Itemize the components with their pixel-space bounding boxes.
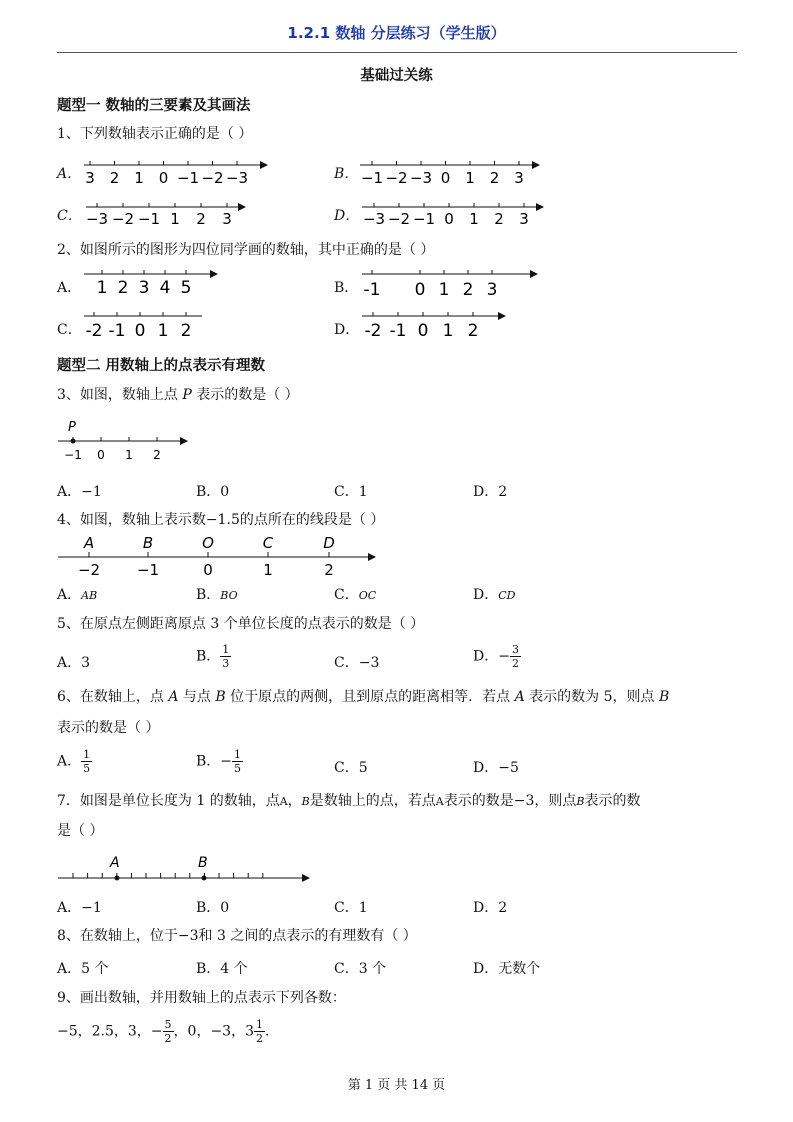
q7-option-d[interactable]: D．2	[473, 900, 508, 916]
page-header-title: 1.2.1 数轴 分层练习（学生版）	[287, 24, 506, 42]
q1-option-c-numberline-tick-label: 1	[170, 210, 180, 228]
q6-option-b[interactable]: B．− $\frac{1}{5}$	[196, 748, 242, 775]
q3-option-b[interactable]: B．0	[196, 484, 230, 500]
q5-option-a[interactable]: A．3	[57, 655, 91, 671]
q9-numbers: −5，2.5，3，− $\frac{5}{2}$ ，0，−3，3 $\frac{1}{2}$ ．	[57, 1018, 279, 1045]
q2-option-b-numberline-tick-label: 0	[414, 280, 426, 300]
q2-option-c-label[interactable]: C．	[57, 322, 82, 338]
q4-tick-label: 2	[324, 561, 334, 579]
q2-option-c-numberline-tick-label: -2	[85, 321, 103, 341]
q7-point-b-dot	[202, 876, 207, 881]
q7-point-a-dot	[115, 876, 120, 881]
q2-option-b-numberline-tick-label: 3	[486, 280, 498, 300]
q1-option-c-numberline-tick-label: −3	[85, 210, 109, 228]
q4-point-label: A	[83, 534, 95, 552]
q6-line2: 表示的数是（ ）	[57, 720, 160, 736]
q1-option-d-label[interactable]: D．	[334, 208, 360, 224]
q2-option-b-numberline-tick-label: 2	[462, 280, 474, 300]
q4-text: 4、如图，数轴上表示数−1.5的点所在的线段是（ ）	[57, 512, 385, 528]
q1-text: 1、下列数轴表示正确的是（ ）	[57, 126, 253, 142]
q1-option-a-numberline-tick-label: 0	[158, 169, 169, 187]
q4-tick-label: −2	[77, 561, 101, 579]
q1-option-b-numberline-tick-label: 0	[440, 169, 451, 187]
q2-option-d-numberline-tick-label: -2	[364, 321, 382, 341]
q4-tick-label: 0	[203, 561, 213, 579]
q4-point-label: B	[142, 534, 154, 552]
q1-option-b-numberline-tick-label: 2	[489, 169, 500, 187]
q1-option-c-numberline-tick-label: 3	[222, 210, 232, 228]
q1-option-d-numberline-tick-label: 3	[519, 210, 529, 228]
q1-option-d-numberline-tick-label: 0	[444, 210, 454, 228]
q2-option-b-label[interactable]: B．	[334, 280, 359, 296]
q2-option-c-numberline-tick-label: 2	[180, 321, 192, 341]
q1-option-d-numberline-tick-label: 2	[494, 210, 504, 228]
q6-line1: 6、在数轴上，点 A 与点 B 位于原点的两侧，且到原点的距离相等．若点 A 表示的数为 5，则点 B	[57, 689, 670, 705]
q1-option-c-numberline-tick-label: 2	[196, 210, 206, 228]
q7-point-b-label: B	[198, 855, 208, 871]
q2-option-d-numberline-tick-label: -1	[389, 321, 407, 341]
q1-option-b-numberline-tick-label: 1	[465, 169, 475, 187]
q7-line2: 是（ ）	[57, 823, 104, 839]
q4-option-b[interactable]: B．BO	[196, 587, 238, 603]
q1-option-a-numberline-tick-label: 2	[109, 169, 120, 187]
q1-option-a-numberline-tick-label: −1	[176, 169, 200, 187]
section-title: 基础过关练	[360, 68, 433, 84]
q6-option-c[interactable]: C．5	[334, 760, 368, 776]
q1-option-d-numberline-tick-label: −2	[387, 210, 411, 228]
q2-option-d-numberline-tick-label: 1	[442, 321, 454, 341]
q7-point-a-label: A	[110, 855, 120, 871]
q1-option-b-numberline-tick-label: −1	[360, 169, 384, 187]
q1-option-c-label[interactable]: C．	[57, 208, 82, 224]
q3-numberline-tick-label: −1	[64, 448, 82, 462]
q8-option-a[interactable]: A．5 个	[57, 961, 109, 977]
q9-text: 9、画出数轴，并用数轴上的点表示下列各数：	[57, 990, 346, 1006]
q7-option-b[interactable]: B．0	[196, 900, 230, 916]
q1-option-b-numberline-tick-label: 3	[514, 169, 524, 187]
q1-option-a-numberline-tick-label: 1	[134, 169, 144, 187]
q8-option-c[interactable]: C．3 个	[334, 961, 387, 977]
q1-option-a-numberline-tick-label: −2	[201, 169, 224, 187]
q2-text: 2、如图所示的图形为四位同学画的数轴，其中正确的是（ ）	[57, 242, 435, 258]
q2-option-a-numberline-tick-label: 2	[117, 278, 129, 298]
q4-option-a[interactable]: A．AB	[57, 587, 98, 603]
q2-option-b-numberline-tick-label: 1	[438, 280, 450, 300]
q4-point-label: C	[262, 534, 274, 552]
q1-option-b-numberline-tick-label: −3	[409, 169, 433, 187]
q3-numberline-tick-label: 0	[97, 448, 105, 462]
q1-option-b-numberline-tick-label: −2	[385, 169, 408, 187]
q2-option-a-label[interactable]: A．	[57, 280, 82, 296]
q2-option-d-numberline-tick-label: 0	[417, 321, 429, 341]
q1-option-d-numberline-tick-label: −3	[362, 210, 386, 228]
q8-option-d[interactable]: D．无数个	[473, 961, 541, 977]
q3-numberline-tick-label: 2	[153, 448, 161, 462]
q3-option-c[interactable]: C．1	[334, 484, 368, 500]
q8-text: 8、在数轴上，位于−3和 3 之间的点表示的有理数有（ ）	[57, 928, 417, 944]
q7-line1: 7．如图是单位长度为 1 的数轴，点A，B是数轴上的点，若点A表示的数是−3，则点B表示的数	[57, 793, 641, 809]
q2-option-a-numberline-tick-label: 3	[138, 278, 150, 298]
q1-option-d-numberline-tick-label: 1	[469, 210, 479, 228]
q1-option-a-numberline-tick-label: 3	[85, 169, 95, 187]
q3-point-p-label: P	[68, 420, 76, 435]
type2-heading: 题型二 用数轴上的点表示有理数	[57, 358, 266, 374]
page-footer: 第 1 页 共 14 页	[347, 1078, 446, 1093]
q4-option-c[interactable]: C．OC	[334, 587, 377, 603]
q6-option-d[interactable]: D．−5	[473, 760, 519, 776]
q4-point-label: D	[323, 534, 335, 552]
q5-option-b[interactable]: B． $\frac{1}{3}$	[196, 643, 230, 670]
q5-option-d[interactable]: D．− $\frac{3}{2}$	[473, 643, 519, 670]
q7-arrow	[302, 874, 310, 882]
q4-option-d[interactable]: D．CD	[473, 587, 516, 603]
q2-option-c-numberline-tick-label: 1	[157, 321, 169, 341]
type1-heading: 题型一 数轴的三要素及其画法	[57, 98, 251, 114]
q1-option-a-label[interactable]: A．	[57, 166, 82, 182]
q2-option-d-numberline-tick-label: 2	[467, 321, 479, 341]
q2-option-c-numberline-tick-label: 0	[134, 321, 146, 341]
q4-tick-label: 1	[263, 561, 273, 579]
q7-option-c[interactable]: C．1	[334, 900, 368, 916]
q5-option-c[interactable]: C．−3	[334, 655, 380, 671]
q4-point-label: O	[202, 534, 214, 552]
q2-option-a-numberline-tick-label: 5	[180, 278, 192, 298]
q1-option-a-numberline-tick-label: −3	[225, 169, 249, 187]
q2-option-b-numberline-tick-label: -1	[363, 280, 381, 300]
q2-option-a-numberline-tick-label: 1	[96, 278, 108, 298]
q5-text: 5、在原点左侧距离原点 3 个单位长度的点表示的数是（ ）	[57, 616, 425, 632]
q3-text: 3、如图，数轴上点 P 表示的数是（ ）	[57, 387, 299, 403]
q2-option-a-numberline-tick-label: 4	[159, 278, 171, 298]
q6-option-a[interactable]: A． $\frac{1}{5}$	[57, 748, 91, 775]
q3-point-p: P	[182, 387, 192, 403]
q2-option-c-numberline-tick-label: -1	[108, 321, 126, 341]
q4-tick-label: −1	[136, 561, 160, 579]
q2-option-d-label[interactable]: D．	[334, 322, 360, 338]
q1-option-d-numberline-tick-label: −1	[412, 210, 436, 228]
q1-option-b-label[interactable]: B．	[334, 166, 359, 182]
q7-option-a[interactable]: A．−1	[57, 900, 102, 916]
q3-option-a[interactable]: A．−1	[57, 484, 102, 500]
q1-option-c-numberline-tick-label: −1	[137, 210, 161, 228]
q1-option-c-numberline-tick-label: −2	[111, 210, 135, 228]
q8-option-b[interactable]: B．4 个	[196, 961, 248, 977]
q3-option-d[interactable]: D．2	[473, 484, 508, 500]
q3-numberline-tick-label: 1	[125, 448, 133, 462]
